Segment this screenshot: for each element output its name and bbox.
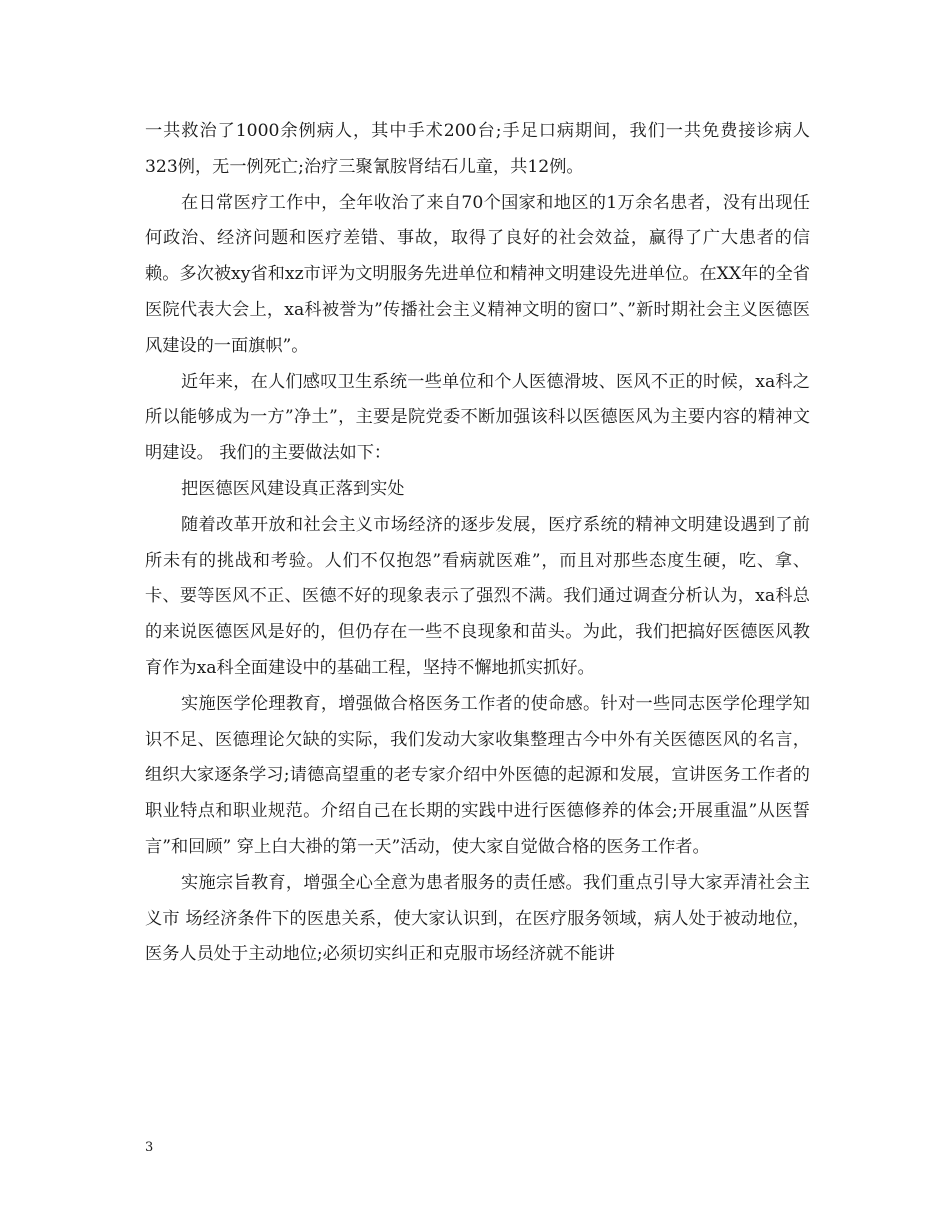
- section-heading: 把医德医风建设真正落到实处: [181, 478, 405, 499]
- page-number: 3: [145, 1140, 154, 1155]
- paragraph-2: 在日常医疗工作中，全年收治了来自70个国家和地区的1万余名患者，没有出现任何政治、经济问题和医疗差错、事故，取得了良好的社会效益，赢得了广大患者的信赖。多次被xy省和xz市评为文明服务先进单位和精神文明建设先进单位。在XX年的全省医院代表大会上，xa科被誉为”传播社会主义精神文明的窗口”、”新时期社会主义医德医风建设的一面旗帜”。: [145, 192, 810, 356]
- document-body: [145, 114, 810, 973]
- paragraph-5: 实施医学伦理教育，增强做合格医务工作者的使命感。针对一些同志医学伦理学知识不足、医德理论欠缺的实际，我们发动大家收集整理古今中外有关医德医风的名言，组织大家逐条学习;请德高望重的老专家介绍中外医德的起源和发展，宣讲医务工作者的职业特点和职业规范。介绍自己在长期的实践中进行医德修养的体会;开展重温”从医誓言”和回顾” 穿上白大褂的第一天”活动，使大家自觉做合格的医务工作者。: [145, 693, 810, 857]
- paragraph-6: 实施宗旨教育，增强全心全意为患者服务的责任感。我们重点引导大家弄清社会主义市 场经济条件下的医患关系，使大家认识到，在医疗服务领域，病人处于被动地位，医务人员处于主动地位;必须切实纠正和克服市场经济就不能讲: [145, 872, 810, 965]
- paragraph-1: 一共救治了1000余例病人，其中手术200台;手足口病期间，我们一共免费接诊病人323例，无一例死亡;治疗三聚氰胺肾结石儿童，共12例。: [145, 121, 810, 177]
- paragraph-4: 随着改革开放和社会主义市场经济的逐步发展，医疗系统的精神文明建设遇到了前所未有的挑战和考验。人们不仅抱怨”看病就医难”，而且对那些态度生硬，吃、拿、卡、要等医风不正、医德不好的现象表示了强烈不满。我们通过调查分析认为，xa科总的来说医德医风是好的，但仍存在一些不良现象和苗头。为此，我们把搞好医德医风教育作为xa科全面建设中的基础工程，坚持不懈地抓实抓好。: [145, 514, 810, 678]
- paragraph-3: 近年来，在人们感叹卫生系统一些单位和个人医德滑坡、医风不正的时候，xa科之所以能够成为一方”净土”，主要是院党委不断加强该科以医德医风为主要内容的精神文明建设。 我们的主要做法如下：: [145, 371, 810, 464]
